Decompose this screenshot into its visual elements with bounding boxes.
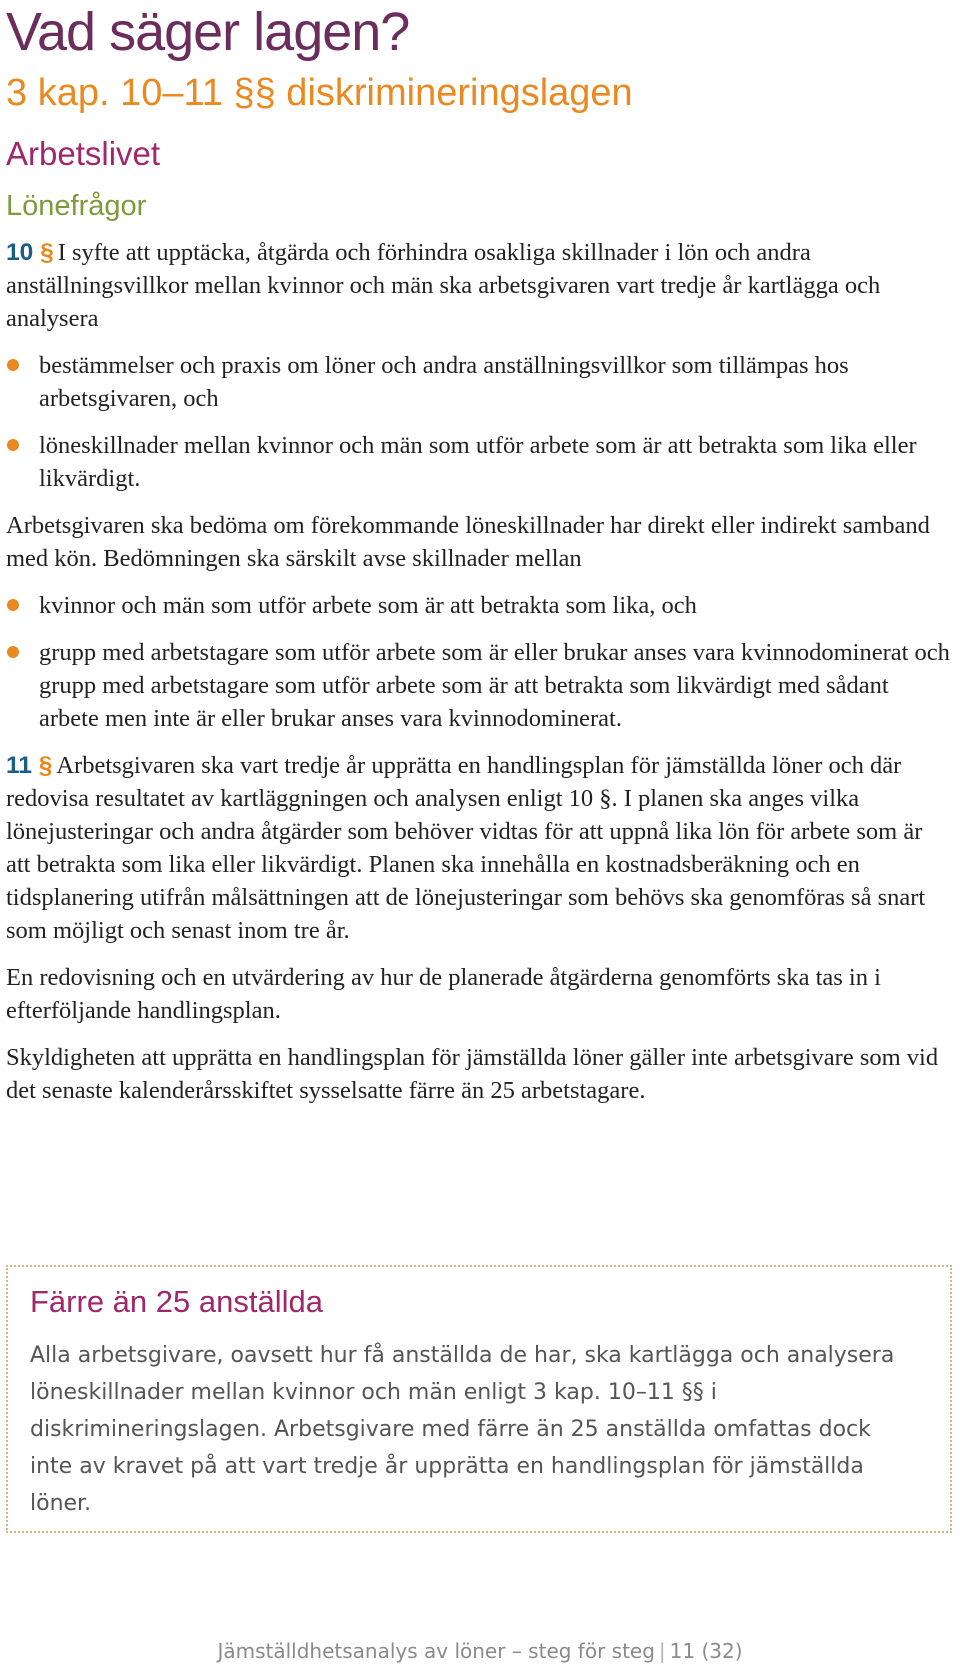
page-footer	[210, 1637, 750, 1665]
list-item: löneskillnader mellan kvinnor och män som utför arbete som är att betrakta som lika eller likvärdigt.	[6, 429, 951, 495]
page-number: 11 (32)	[669, 1639, 743, 1663]
bullet-list	[6, 589, 951, 735]
info-box-title: Färre än 25 anställda	[30, 1284, 323, 1319]
section-title: Arbetslivet	[6, 135, 161, 172]
info-box-text: Alla arbetsgivare, oavsett hur få anställda de har, ska kartlägga och analysera löneskillnader mellan kvinnor och män enligt 3 kap. 10–11 §§ i diskrimineringslagen. Arbetsgivare med färre än 25 anställda omfattas dock inte av kravet på att vart tredje år upprätta en handlingsplan för jämställda löner.	[30, 1343, 895, 1516]
paragraph-11-followup: En redovisning och en utvärdering av hur de planerade åtgärderna genomförts ska tas in i efterföljande handlingsplan.	[6, 964, 881, 1024]
page-heading: Vad säger lagen?	[6, 2, 410, 62]
list-item: kvinnor och män som utför arbete som är att betrakta som lika, och	[6, 589, 951, 622]
bullet-list	[6, 349, 951, 495]
bullet-dot	[7, 599, 19, 611]
paragraph-11-exemption: Skyldigheten att upprätta en handlingsplan för jämställda löner gäller inte arbetsgivare som vid det senaste kalenderårsskiftet sysselsatte färre än 25 arbetstagare.	[6, 1044, 939, 1104]
footer-separator: |	[658, 1639, 666, 1663]
bullet-dot	[7, 359, 19, 371]
paragraph-number: 10 §	[6, 239, 54, 266]
list-item: bestämmelser och praxis om löner och andra anställningsvillkor som tillämpas hos arbetsgivaren, och	[6, 349, 951, 415]
section-symbol: §	[40, 239, 54, 266]
bullet-dot	[7, 646, 19, 658]
bullet-dot	[7, 439, 19, 451]
section-symbol: §	[38, 752, 53, 779]
paragraph-10-intro: 10 § I syfte att upptäcka, åtgärda och förhindra osakliga skillnader i lön och andra anställningsvillkor mellan kvinnor och män ska arbetsgivaren vart tredje år kartlägga och analysera	[6, 239, 881, 332]
paragraph-number: 11 §	[6, 752, 53, 779]
info-box	[6, 1265, 952, 1533]
subsection-title: Lönefrågor	[6, 190, 147, 222]
paragraph-11: 11 § Arbetsgivaren ska vart tredje år upprätta en handlingsplan för jämställda löner och där redovisa resultatet av kartläggningen och analysen enligt 10 §. I planen ska anges vilka lönejusteringar och andra åtgärder som behöver vidtas för att uppnå lika lön för arbete som är att betrakta som lika eller likvärdigt. Planen ska innehålla en kostnadsberäkning och en tidsplanering utifrån målsättningen att de lönejusteringar som behövs ska genomföras så snart som möjligt och senast inom tre år.	[6, 752, 926, 944]
law-reference: 3 kap. 10–11 §§ diskrimineringslagen	[6, 72, 633, 114]
footer-title: Jämställdhetsanalys av löner – steg för steg	[217, 1639, 655, 1663]
law-text	[6, 236, 951, 1121]
list-item: grupp med arbetstagare som utför arbete som är eller brukar anses vara kvinnodominerat och grupp med arbetstagare som utför arbete som är att betrakta som likvärdigt med sådant arbete men inte är eller brukar anses vara kvinnodominerat.	[6, 636, 951, 735]
paragraph-10-assessment: Arbetsgivaren ska bedöma om förekommande löneskillnader har direkt eller indirekt samband med kön. Bedömningen ska särskilt avse skillnader mellan	[6, 512, 930, 572]
